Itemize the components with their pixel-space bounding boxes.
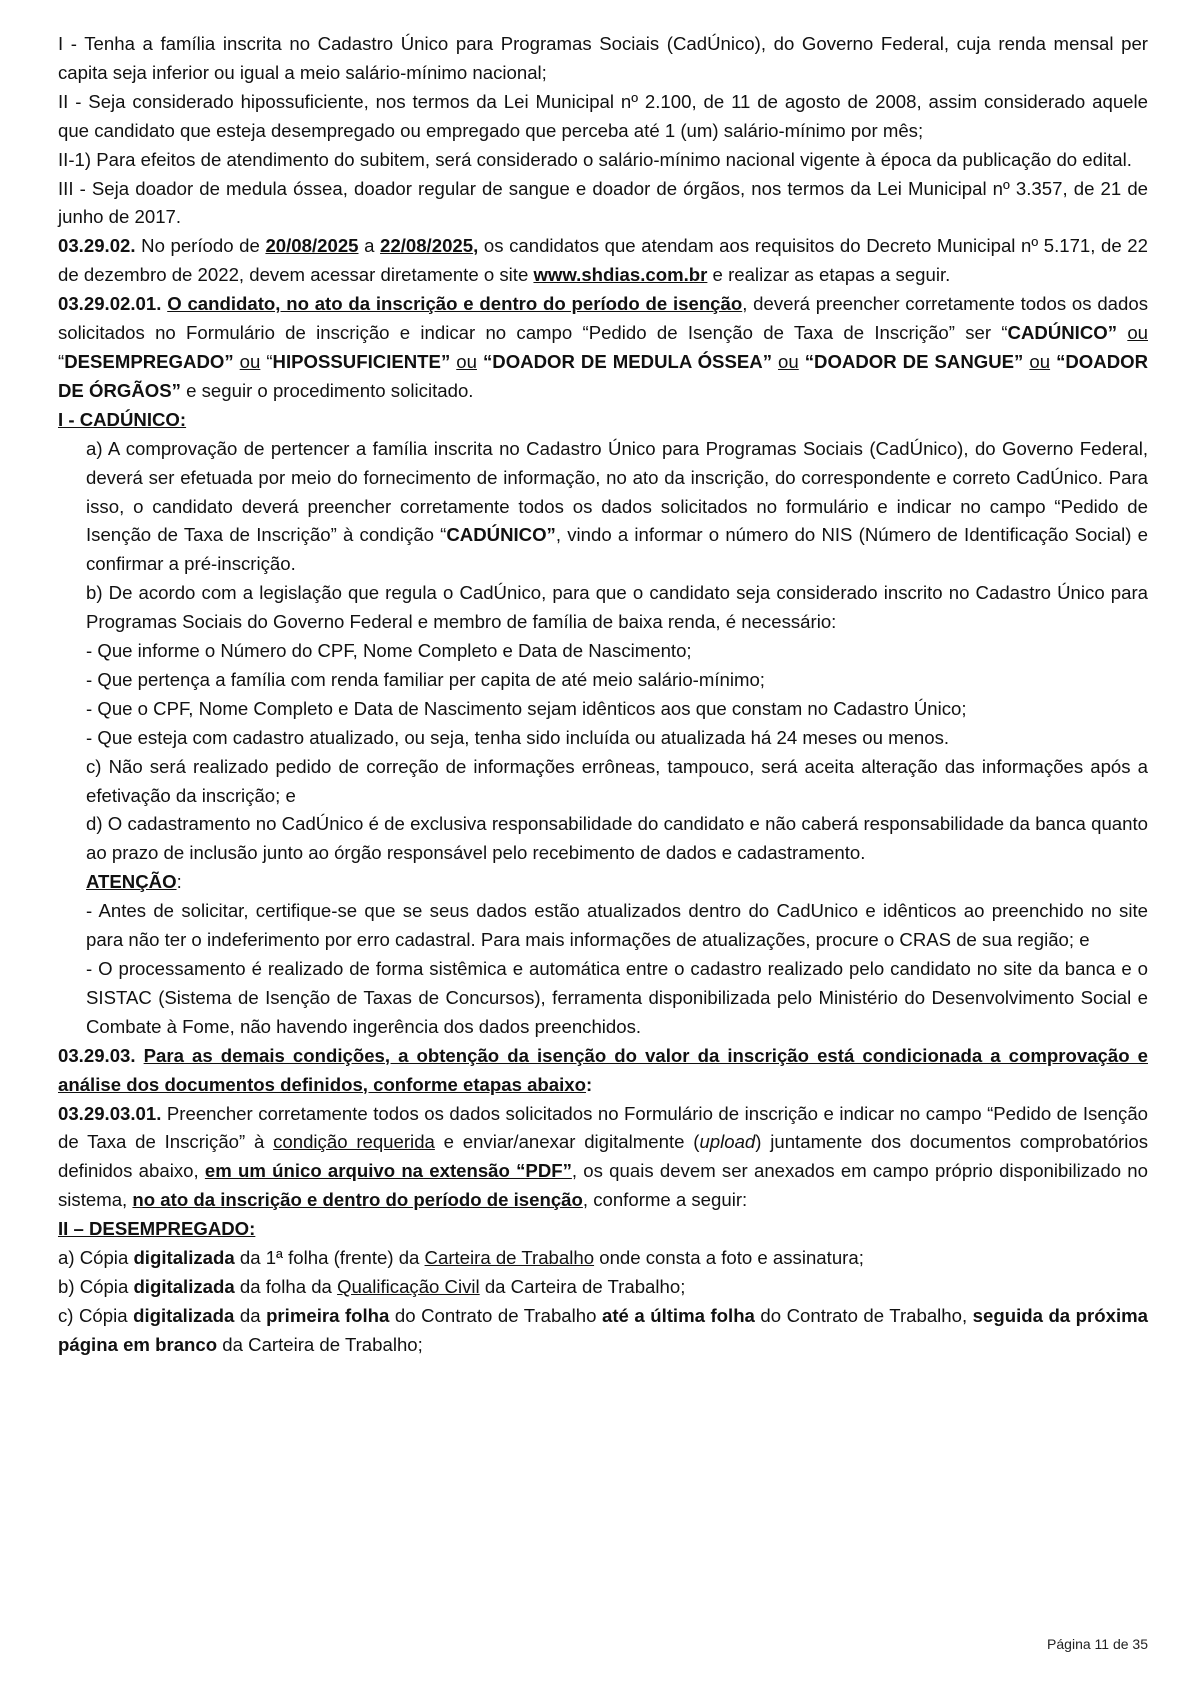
emphasis-text: seguida da próxima página em branco [58,1304,1148,1355]
desempregado-item-c [58,1302,1148,1360]
text-segment: “ [58,350,65,372]
text-segment: da [234,1304,267,1326]
emphasis-text: , [473,235,479,257]
text-segment: No período de [135,235,266,257]
heading-i-cadunico [58,406,1148,435]
emphasis-text: primeira folha [266,1304,390,1326]
emphasis-text: em um único arquivo na extensão “PDF” [204,1160,572,1182]
emphasis-text: 20/08/2025 [265,235,359,257]
text-segment: a [358,235,381,257]
cadunico-item-c: c) Não será realizado pedido de correção de informações errôneas, tampouco, será aceita alteração das informações após a efetivação da inscrição; e [86,755,1148,806]
text-segment: ) juntamente dos documentos comprobatórios definidos abaixo, [58,1131,1148,1182]
text-segment: do Contrato de Trabalho [389,1304,602,1326]
text-segment: da folha da [234,1275,338,1297]
section-03-29-02-01 [58,290,1148,406]
emphasis-text: www.shdias.com.br [533,264,708,286]
emphasis-text: Qualificação Civil [337,1275,480,1297]
emphasis-text: : [585,1073,593,1095]
emphasis-text: Para as demais condições, a obtenção da isenção do valor da inscrição está condicionada a comprovação e análise dos documentos definidos, conforme etapas abaixo [58,1044,1148,1095]
text-segment: e enviar/anexar digitalmente ( [434,1131,700,1153]
text-segment: c) Cópia [58,1304,134,1326]
text-segment: , conforme a seguir: [582,1189,748,1211]
section-03-29-03 [58,1042,1148,1100]
heading-ii-desempregado [58,1215,1148,1244]
text-segment: Preencher corretamente todos os dados solicitados no Formulário de inscrição e indicar no campo “Pedido de Isenção de Taxa de Inscrição” à [58,1102,1148,1153]
atencao-heading [58,868,1148,897]
text-segment: , deverá preencher corretamente todos os dados solicitados no Formulário de inscrição e indicar no campo “Pedido de Isenção de Taxa de Inscrição” ser “ [58,293,1148,344]
emphasis-text: “DOADOR DE MEDULA ÓSSEA” [482,350,772,372]
text-segment: da Carteira de Trabalho; [217,1333,423,1355]
emphasis-text: condição requerida [273,1131,435,1153]
requirement-renda: - Que pertença a família com renda familiar per capita de até meio salário-mínimo; [86,668,765,690]
text-segment: b) Cópia [58,1275,134,1297]
desempregado-item-a [58,1244,1148,1273]
desempregado-item-b [58,1273,1148,1302]
text-segment: onde consta a foto e assinatura; [594,1247,864,1269]
text-segment [136,1045,144,1066]
atencao-item-1: - Antes de solicitar, certifique-se que se seus dados estão atualizados dentro do CadUnico e idênticos ao preenchido no site para não ter o indeferimento por erro cadastral. Para mais informações de atualizações, procure o CRAS de sua região; e [86,900,1148,951]
text-segment [1117,322,1127,343]
emphasis-text: upload [699,1131,756,1153]
emphasis-text: HIPOSSUFICIENTE” [272,350,451,372]
text-segment: da 1ª folha (frente) da [234,1247,425,1269]
emphasis-text: ou [778,350,799,372]
text-segment: e realizar as etapas a seguir. [707,264,951,286]
item-ii-1-salario: II-1) Para efeitos de atendimento do subitem, será considerado o salário-mínimo nacional vigente à época da publicação do edital. [58,148,1132,170]
emphasis-text: ou [1127,322,1148,344]
emphasis-text: ou [1029,350,1051,372]
requirement-cpf: - Que informe o Número do CPF, Nome Completo e Data de Nascimento; [86,640,692,662]
text-segment: e seguir o procedimento solicitado. [180,379,474,401]
emphasis-text: O candidato, no ato da inscrição e dentro do período de isenção [167,293,743,315]
text-segment: a) A comprovação de pertencer a família inscrita no Cadastro Único para Programas Sociais (CadÚnico), do Governo Federal, deverá ser efetuada por meio do fornecimento de informação, no ato da inscrição, do correspondente e correto CadÚnico. Para isso, o candidato deverá preencher corretamente todos os dados solicitados no formulário e indicar no campo “Pedido de Isenção de Taxa de Inscrição” à condição “ [86,437,1148,546]
emphasis-text: até a última folha [601,1304,755,1326]
emphasis-text: “DOADOR DE ÓRGÃOS” [58,350,1149,401]
requirement-identicos: - Que o CPF, Nome Completo e Data de Nascimento sejam idênticos aos que constam no Cadastro Único; [86,697,967,719]
emphasis-text: I - CADÚNICO: [58,408,187,430]
page-number: Página 11 de 35 [1047,1636,1148,1652]
emphasis-text: 03.29.02.01. [58,293,162,315]
item-iii-doador: III - Seja doador de medula óssea, doador regular de sangue e doador de órgãos, nos termos da Lei Municipal nº 3.357, de 21 de junho de 2017. [58,177,1148,228]
emphasis-text: Carteira de Trabalho [424,1247,595,1269]
emphasis-text: CADÚNICO” [1007,322,1118,344]
emphasis-text: 03.29.03.01. [58,1102,162,1124]
emphasis-text: digitalizada [133,1275,235,1297]
text-segment: do Contrato de Trabalho, [754,1304,973,1326]
emphasis-text: digitalizada [133,1247,235,1269]
text-segment: : [176,871,182,893]
emphasis-text: “DOADOR DE SANGUE” [804,350,1024,372]
item-i-cadunico-income: I - Tenha a família inscrita no Cadastro Único para Programas Sociais (CadÚnico), do Governo Federal, cuja renda mensal per capita seja inferior ou igual a meio salário-mínimo nacional; [58,33,1148,83]
cadunico-item-a [58,435,1148,580]
text-segment: da Carteira de Trabalho; [479,1275,686,1297]
item-ii-hipossuficiente: II - Seja considerado hipossuficiente, nos termos da Lei Municipal nº 2.100, de 11 de agosto de 2008, assim considerado aquele que candidato que esteja desempregado ou empregado que perceba até 1 (um) salário-mínimo por mês; [58,90,1148,141]
section-03-29-03-01 [58,1100,1148,1216]
emphasis-text: 03.29.02. [58,235,136,257]
emphasis-text: II – DESEMPREGADO: [58,1218,256,1240]
atencao-item-2: - O processamento é realizado de forma sistêmica e automática entre o cadastro realizado pelo candidato no site da banca e o SISTAC (Sistema de Isenção de Taxas de Concursos), ferramenta disponibilizada pelo Ministério do Desenvolvimento Social e Combate à Fome, não havendo ingerência dos dados preenchidos. [86,958,1148,1037]
section-03-29-02 [58,232,1148,290]
emphasis-text: 22/08/2025 [380,235,474,257]
text-segment: a) Cópia [58,1247,134,1269]
document-body [58,30,1148,1360]
emphasis-text: ou [456,350,477,372]
text-segment: , vindo a informar o número do NIS (Número de Identificação Social) e confirmar a pré-inscrição. [86,524,1148,575]
text-segment: os candidatos que atendam aos requisitos do Decreto Municipal nº 5.171, de 22 de dezembro de 2022, devem acessar diretamente o site [58,235,1148,286]
emphasis-text: CADÚNICO” [446,524,556,546]
cadunico-item-b: b) De acordo com a legislação que regula o CadÚnico, para que o candidato seja considerado inscrito no Cadastro Único para Programas Sociais do Governo Federal e membro de família de baixa renda, é necessário: [86,582,1148,633]
emphasis-text: DESEMPREGADO” [64,350,234,372]
emphasis-text: ATENÇÃO [86,871,177,893]
emphasis-text: ou [239,350,261,372]
text-segment: , os quais devem ser anexados em campo próprio disponibilizado no sistema, [58,1160,1148,1211]
text-segment: “ [260,350,273,372]
emphasis-text: digitalizada [133,1304,235,1326]
emphasis-text: 03.29.03. [58,1044,136,1066]
requirement-atualizado: - Que esteja com cadastro atualizado, ou seja, tenha sido incluída ou atualizada há 24 meses ou menos. [86,726,950,748]
emphasis-text: no ato da inscrição e dentro do período de isenção [132,1189,583,1211]
cadunico-item-d: d) O cadastramento no CadÚnico é de exclusiva responsabilidade do candidato e não caberá responsabilidade da banca quanto ao prazo de inclusão junto ao órgão responsável pelo recebimento de dados e cadastramento. [86,813,1148,864]
